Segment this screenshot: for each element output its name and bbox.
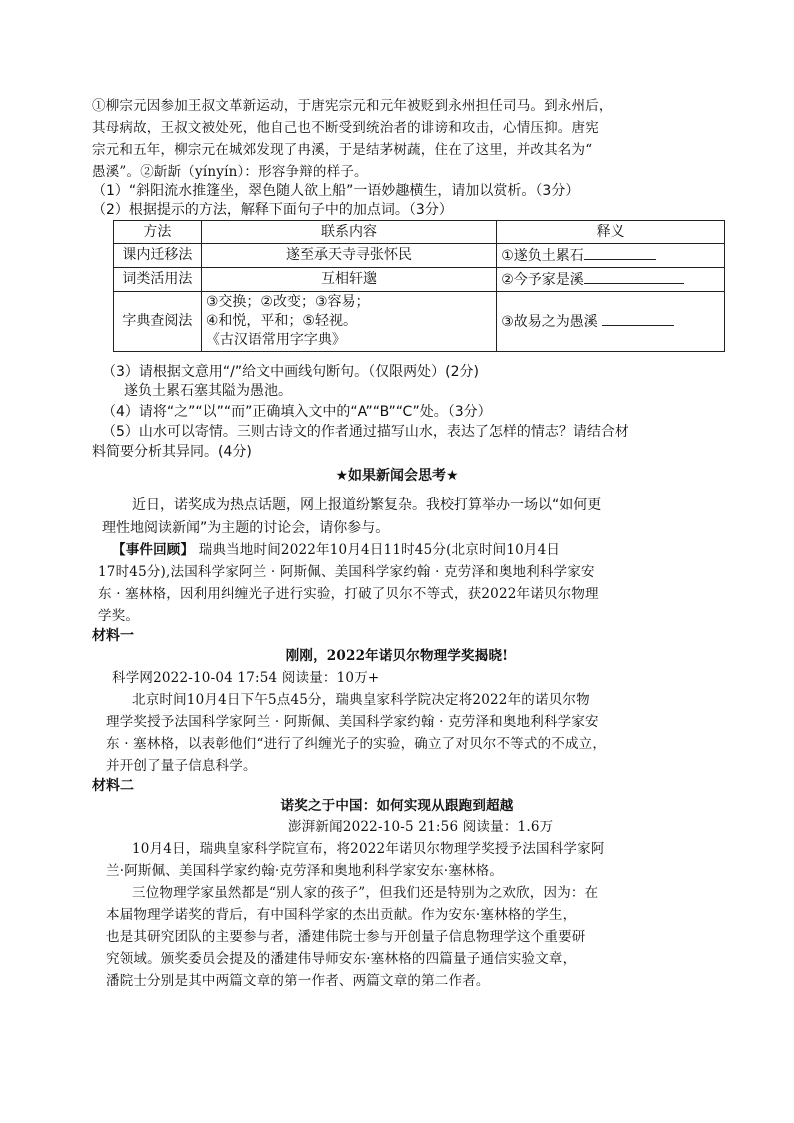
intro-line-1: 近日，诺奖成为热点话题，网上报道纷繁复杂。我校打算举办一场以“如何更 bbox=[132, 497, 602, 513]
content-cell: 互相轩邈 bbox=[201, 268, 496, 292]
note-line-3: 宗元和五年，柳宗元在城郊发现了冉溪，于是结茅树蔬，住在了这里，并改其名为“ bbox=[92, 142, 593, 158]
material-2-p2-line-2: 本届物理学诺奖的背后，有中国科学家的杰出贡献。作为安东·塞林格的学生， bbox=[106, 907, 577, 923]
method-cell: 课内迁移法 bbox=[114, 244, 202, 268]
meaning-text: ①遂负土累石 bbox=[501, 248, 584, 264]
table-header-row bbox=[114, 221, 725, 244]
answer-blank[interactable] bbox=[584, 269, 684, 284]
content-cell bbox=[201, 292, 496, 352]
material-1-line-1: 北京时间10月4日下午5点45分，瑞典皇家科学院决定将2022年的诺贝尔物 bbox=[132, 692, 590, 708]
table-header-cell: 释义 bbox=[497, 221, 725, 244]
definition-line: ④和悦，平和；⑤轻视。 bbox=[205, 313, 357, 329]
material-2-headline: 诺奖之于中国：如何实现从跟跑到超越 bbox=[280, 798, 514, 814]
answer-blank[interactable] bbox=[584, 245, 656, 260]
method-cell: 字典查阅法 bbox=[114, 292, 202, 352]
table-header-cell: 方法 bbox=[114, 221, 202, 244]
meaning-text: ③故易之为愚溪 bbox=[501, 314, 598, 330]
question-5-line-2: 料简要分析其异同。(4分) bbox=[92, 444, 252, 460]
material-2-label: 材料二 bbox=[92, 778, 134, 794]
question-4: （4）请将“之”“以”“而”正确填入文中的“A”“B”“C”处。（3分） bbox=[102, 404, 492, 420]
meaning-cell bbox=[497, 244, 725, 268]
note-line-1: ①柳宗元因参加王叔文革新运动，于唐宪宗元和元年被贬到永州担任司马。到永州后， bbox=[92, 98, 613, 114]
material-2-meta: 澎湃新闻2022-10-5 21:56 阅读量：1.6万 bbox=[288, 819, 554, 835]
event-line-4: 学奖。 bbox=[98, 608, 140, 624]
method-cell: 词类活用法 bbox=[114, 268, 202, 292]
event-text: 瑞典当地时间2022年10月4日11时45分(北京时间10月4日 bbox=[198, 542, 561, 558]
table-header-cell: 联系内容 bbox=[201, 221, 496, 244]
material-1-label: 材料一 bbox=[92, 628, 134, 644]
material-1-line-4: 并开创了量子信息科学。 bbox=[106, 758, 257, 774]
material-1-line-3: 东 · 塞林格，以表彰他们“进行了纠缠光子的实验，确立了对贝尔不等式的不成立， bbox=[106, 736, 607, 752]
material-1-headline: 刚刚，2022年诺贝尔物理学奖揭晓! bbox=[285, 648, 509, 664]
event-line-2: 17时45分),法国科学家阿兰 · 阿斯佩、美国科学家约翰 · 克劳泽和奥地利科学家安 bbox=[98, 564, 595, 580]
meaning-cell bbox=[497, 292, 725, 352]
question-3-sentence: 遂负土累石塞其隘为愚池。 bbox=[124, 383, 292, 399]
table-row bbox=[114, 244, 725, 268]
definition-line: ③交换；②改变；③容易； bbox=[205, 294, 370, 310]
meaning-text: ②今予家是溪 bbox=[501, 272, 584, 288]
section-title: ★如果新闻会思考★ bbox=[335, 468, 459, 484]
question-1: （1）“斜阳流水推篷坐，翠色随人欲上船”一语妙趣横生，请加以赏析。（3分） bbox=[92, 183, 580, 199]
question-2: （2）根据提示的方法，解释下面句子中的加点词。（3分） bbox=[92, 202, 453, 218]
intro-line-2: 理性地阅读新闻”为主题的讨论会，请你参与。 bbox=[102, 520, 390, 536]
material-2-p2-line-5: 潘院士分别是其中两篇文章的第一作者、两篇文章的第二作者。 bbox=[106, 973, 490, 989]
material-2-p2-line-1: 三位物理学家虽然都是“别人家的孩子”，但我们还是特别为之欢欣，因为：在 bbox=[132, 885, 599, 901]
question-5-line-1: （5）山水可以寄情。三则古诗文的作者通过描写山水，表达了怎样的情志？请结合材 bbox=[102, 424, 629, 440]
material-1-line-2: 理学奖授予法国科学家阿兰 · 阿斯佩、美国科学家约翰 · 克劳泽和奥地利科学家安 bbox=[106, 714, 599, 730]
material-2-p2-line-3: 也是其研究团队的主要参与者，潘建伟院士参与开创量子信息物理学这个重要研 bbox=[106, 929, 586, 945]
meaning-cell bbox=[497, 268, 725, 292]
question-3: （3）请根据文意用“/”给文中画线句断句。（仅限两处）(2分) bbox=[102, 364, 479, 380]
content-cell: 遂至承天寺寻张怀民 bbox=[201, 244, 496, 268]
note-line-2: 其母病故，王叔文被处死，他自己也不断受到统治者的诽谤和攻击，心情压抑。唐宪 bbox=[92, 120, 599, 136]
material-2-p1-line-2: 兰·阿斯佩、美国科学家约翰·克劳泽和奥地利科学家安东·塞林格。 bbox=[106, 863, 504, 879]
table-row bbox=[114, 268, 725, 292]
material-1-meta: 科学网2022-10-04 17:54 阅读量：10万+ bbox=[112, 670, 380, 686]
method-table bbox=[113, 220, 725, 352]
event-line-1 bbox=[112, 540, 560, 560]
material-2-p2-line-4: 究领域。颁奖委员会提及的潘建伟导师安东·塞林格的四篇量子通信实验文章， bbox=[106, 951, 577, 967]
dictionary-source: 《古汉语常用字字典》 bbox=[205, 332, 346, 348]
answer-blank[interactable] bbox=[602, 311, 674, 326]
table-row bbox=[114, 292, 725, 352]
event-line-3: 东 · 塞林格，因利用纠缠光子进行实验，打破了贝尔不等式，获2022年诺贝尔物理 bbox=[98, 586, 599, 602]
event-label: 【事件回顾】 bbox=[112, 542, 195, 558]
material-2-p1-line-1: 10月4日，瑞典皇家科学院宣布，将2022年诺贝尔物理学奖授予法国科学家阿 bbox=[132, 841, 605, 857]
note-line-4: 愚溪”。②龂龂（yínyín）：形容争辩的样子。 bbox=[92, 164, 368, 180]
